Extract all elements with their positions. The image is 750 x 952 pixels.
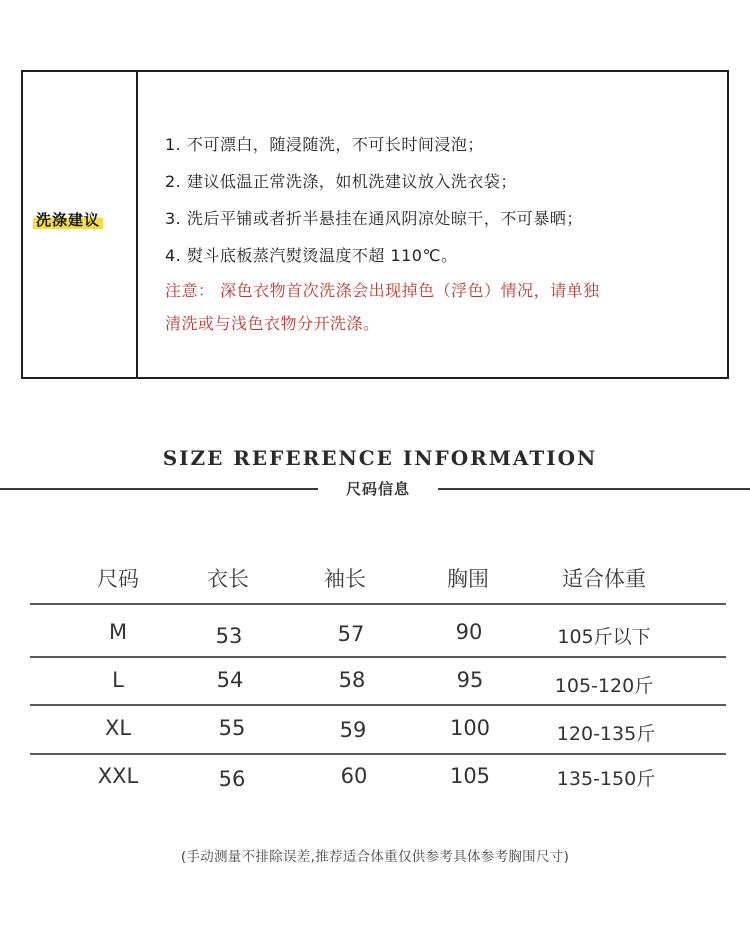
cell-weight: 135-150斤 xyxy=(556,768,656,790)
cell-weight: 105-120斤 xyxy=(554,675,654,697)
cell-sleeve: 60 xyxy=(340,764,368,788)
cell-length: 53 xyxy=(215,624,243,648)
cell-chest: 100 xyxy=(449,716,491,740)
cell-sleeve: 59 xyxy=(339,718,367,742)
washing-instructions-list xyxy=(165,126,725,340)
cell-weight: 105斤以下 xyxy=(557,626,651,648)
column-header-length: 衣长 xyxy=(207,567,249,591)
table-divider xyxy=(30,656,726,658)
title-rule-right xyxy=(438,488,750,490)
table-divider xyxy=(30,704,726,706)
table-row xyxy=(30,620,726,666)
cell-size: L xyxy=(112,668,124,692)
cell-size: M xyxy=(108,620,128,644)
cell-length: 54 xyxy=(216,668,244,692)
title-rule-left xyxy=(0,488,318,490)
box-divider xyxy=(136,72,138,377)
table-divider xyxy=(30,603,726,605)
washing-note-line-1: 注意： 深色衣物首次洗涤会出现掉色（浮色）情况，请单独 xyxy=(165,281,600,300)
cell-sleeve: 58 xyxy=(338,668,366,692)
washing-label: 洗涤建议 xyxy=(33,208,103,231)
cell-size: XXL xyxy=(97,764,139,788)
washing-instructions-box xyxy=(21,70,729,379)
size-title: SIZE REFERENCE INFORMATION xyxy=(162,446,598,470)
table-divider xyxy=(30,753,726,755)
cell-sleeve: 57 xyxy=(337,622,365,646)
washing-note-line-2: 清洗或与浅色衣物分开洗涤。 xyxy=(165,314,380,333)
cell-chest: 105 xyxy=(449,764,491,788)
cell-chest: 90 xyxy=(455,620,483,644)
washing-line-3: 3. 洗后平铺或者折半悬挂在通风阴凉处晾干，不可暴晒； xyxy=(165,209,583,228)
table-row xyxy=(30,764,726,810)
cell-length: 56 xyxy=(218,767,246,791)
cell-size: XL xyxy=(104,716,132,740)
table-row xyxy=(30,668,726,714)
washing-line-1: 1. 不可漂白，随浸随洗，不可长时间浸泡； xyxy=(165,135,484,154)
column-header-sleeve: 袖长 xyxy=(324,567,366,591)
column-header-size: 尺码 xyxy=(97,567,139,591)
size-footnote: (手动测量不排除误差,推荐适合体重仅供参考具体参考胸围尺寸) xyxy=(180,849,570,865)
cell-weight: 120-135斤 xyxy=(556,723,656,745)
column-header-chest: 胸围 xyxy=(447,567,489,591)
washing-line-4: 4. 熨斗底板蒸汽熨烫温度不超 110℃。 xyxy=(165,246,458,265)
washing-line-2: 2. 建议低温正常洗涤，如机洗建议放入洗衣袋； xyxy=(165,172,517,191)
size-subtitle: 尺码信息 xyxy=(345,480,410,498)
table-row xyxy=(30,716,726,762)
column-header-weight: 适合体重 xyxy=(562,567,646,591)
cell-length: 55 xyxy=(218,716,246,740)
cell-chest: 95 xyxy=(456,668,484,692)
